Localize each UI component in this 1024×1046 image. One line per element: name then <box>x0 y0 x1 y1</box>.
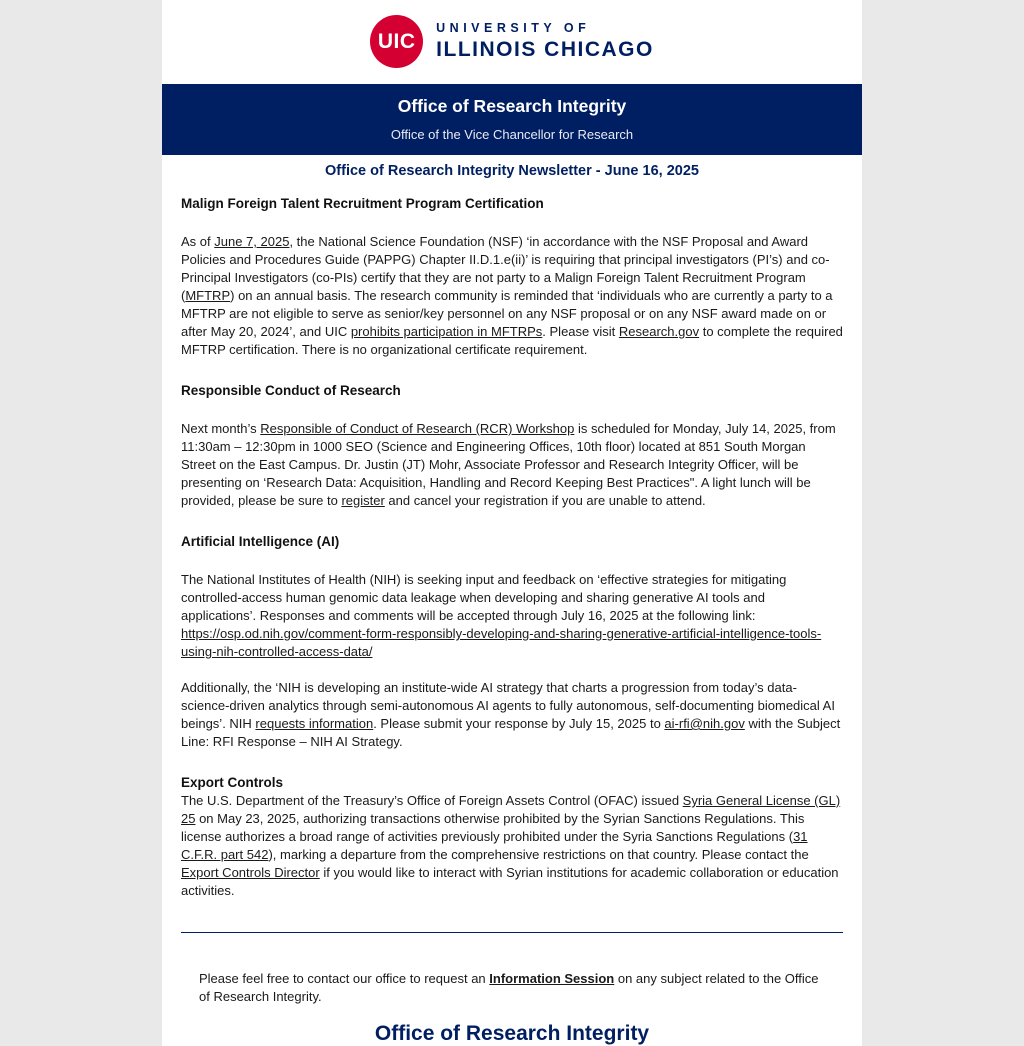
office-banner <box>162 84 862 155</box>
text-run: ) on an annual basis. The research community is reminded that ‘individuals who are currently a party to a MFTRP are not eligible to serve as senior/key personnel on any NSF proposal or on any NSF award made on or after May 20, 2024’, and UIC <box>181 288 833 339</box>
section-paragraph <box>181 792 843 900</box>
text-run: with the Subject Line: RFI Response – NIH AI Strategy. <box>181 716 841 749</box>
section-artificial-intelligence <box>181 534 843 751</box>
text-run: Please feel free to contact our office to request an <box>199 971 490 986</box>
text-run: , the National Science Foundation (NSF) ‘in accordance with the NSF Proposal and Award Policies and Procedures Guide (PAPPG) Chapter II.D.1.e(ii)’ is requiring that principal investigators (PI’s) and co-Principal Investigators (co-PIs) certify that they are not party to a Malign Foreign Talent Recruitment Program ( <box>181 234 830 303</box>
banner-subtitle: Office of the Vice Chancellor for Research <box>390 127 634 142</box>
section-heading: Responsible Conduct of Research <box>181 383 401 398</box>
section-heading: Malign Foreign Talent Recruitment Program Certification <box>181 196 544 211</box>
uic-wordmark-line1: UNIVERSITY OF <box>436 20 591 35</box>
text-run: on May 23, 2025, authorizing transactions otherwise prohibited by the Syrian Sanctions Regulations. This license authorizes a broad range of activities previously prohibited under the Syria Sanctions Regulations ( <box>181 811 805 844</box>
inline-link[interactable]: register <box>341 493 385 508</box>
inline-link[interactable]: Research.gov <box>618 324 700 339</box>
inline-link[interactable]: Export Controls Director <box>181 865 320 880</box>
text-run: if you would like to interact with Syrian institutions for academic collaboration or education activities. <box>181 865 839 898</box>
section-paragraph <box>181 233 843 359</box>
section-mftrp-certification <box>181 196 843 359</box>
text-run: Additionally, the ‘NIH is developing an institute-wide AI strategy that charts a progression from today’s data-science-driven analytics through semi-autonomous AI agents to fully autonomous, self-documenting biomedical AI beings’. NIH <box>181 680 835 731</box>
inline-link[interactable]: June 7, 2025 <box>214 234 290 249</box>
inline-link[interactable]: Information Session <box>489 971 615 986</box>
uic-acronym: UIC <box>377 29 416 53</box>
section-paragraph <box>181 420 843 510</box>
text-run: . Please visit <box>542 324 619 339</box>
contact-note <box>181 970 843 1006</box>
uic-wordmark-line2: ILLINOIS CHICAGO <box>436 38 654 62</box>
banner-title: Office of Research Integrity <box>397 96 627 116</box>
email-container <box>162 0 862 1046</box>
inline-link[interactable]: requests information <box>255 716 374 731</box>
inline-link[interactable]: ai-rfi@nih.gov <box>664 716 745 731</box>
inline-link[interactable]: https://osp.od.nih.gov/comment-form-responsibly-developing-and-sharing-generative-artificial-intelligence-tools-using-nih-controlled-access-data/ <box>181 626 822 659</box>
text-run: to complete the required MFTRP certification. There is no organizational certificate requirement. <box>181 324 843 357</box>
uic-logo-header <box>162 0 862 84</box>
text-run: and cancel your registration if you are unable to attend. <box>384 493 706 508</box>
uic-circle-icon <box>370 15 423 68</box>
text-run: The U.S. Department of the Treasury’s Office of Foreign Assets Control (OFAC) issued <box>181 793 683 808</box>
section-heading: Export Controls <box>181 775 284 790</box>
section-heading: Artificial Intelligence (AI) <box>181 534 340 549</box>
section-responsible-conduct <box>181 383 843 510</box>
text-run: on any subject related to the Office of Research Integrity. <box>199 971 819 1004</box>
text-run: . Please submit your response by July 15, 2025 to <box>373 716 665 731</box>
uic-wordmark <box>436 21 654 63</box>
section-paragraph <box>181 679 843 751</box>
newsletter-title: Office of Research Integrity Newsletter - June 16, 2025 <box>325 163 699 179</box>
inline-link[interactable]: Responsible of Conduct of Research (RCR) Workshop <box>260 421 575 436</box>
inline-link[interactable]: Syria General License (GL) 25 <box>181 793 841 826</box>
divider-line <box>181 932 843 933</box>
text-run: The National Institutes of Health (NIH) is seeking input and feedback on ‘effective strategies for mitigating controlled-access human genomic data leakage when developing and sharing generative AI tools and applications’. Responses and comments will be accepted through July 16, 2025 at the following link: <box>181 572 787 623</box>
footer-office-title: Office of Research Integrity <box>374 1022 650 1045</box>
section-export-controls <box>181 775 843 900</box>
inline-link[interactable]: prohibits participation in MFTRPs <box>350 324 543 339</box>
text-run: As of <box>181 234 215 249</box>
inline-link[interactable]: MFTRP <box>185 288 231 303</box>
uic-logo <box>370 15 654 68</box>
section-paragraph <box>181 571 843 661</box>
text-run: Next month’s <box>181 421 261 436</box>
inline-link[interactable]: 31 C.F.R. part 542 <box>181 829 808 862</box>
newsletter-body <box>162 155 862 1006</box>
text-run: ), marking a departure from the comprehensive restrictions on that country. Please contact the <box>268 847 809 862</box>
text-run: is scheduled for Monday, July 14, 2025, from 11:30am – 12:30pm in 1000 SEO (Science and Engineering Offices, 10th floor) located at 851 South Morgan Street on the East Campus. Dr. Justin (JT) Mohr, Associate Professor and Research Integrity Officer, will be presenting on ‘Research Data: Acquisition, Handling and Record Keeping Best Practices". A light lunch will be provided, please be sure to <box>181 421 836 508</box>
